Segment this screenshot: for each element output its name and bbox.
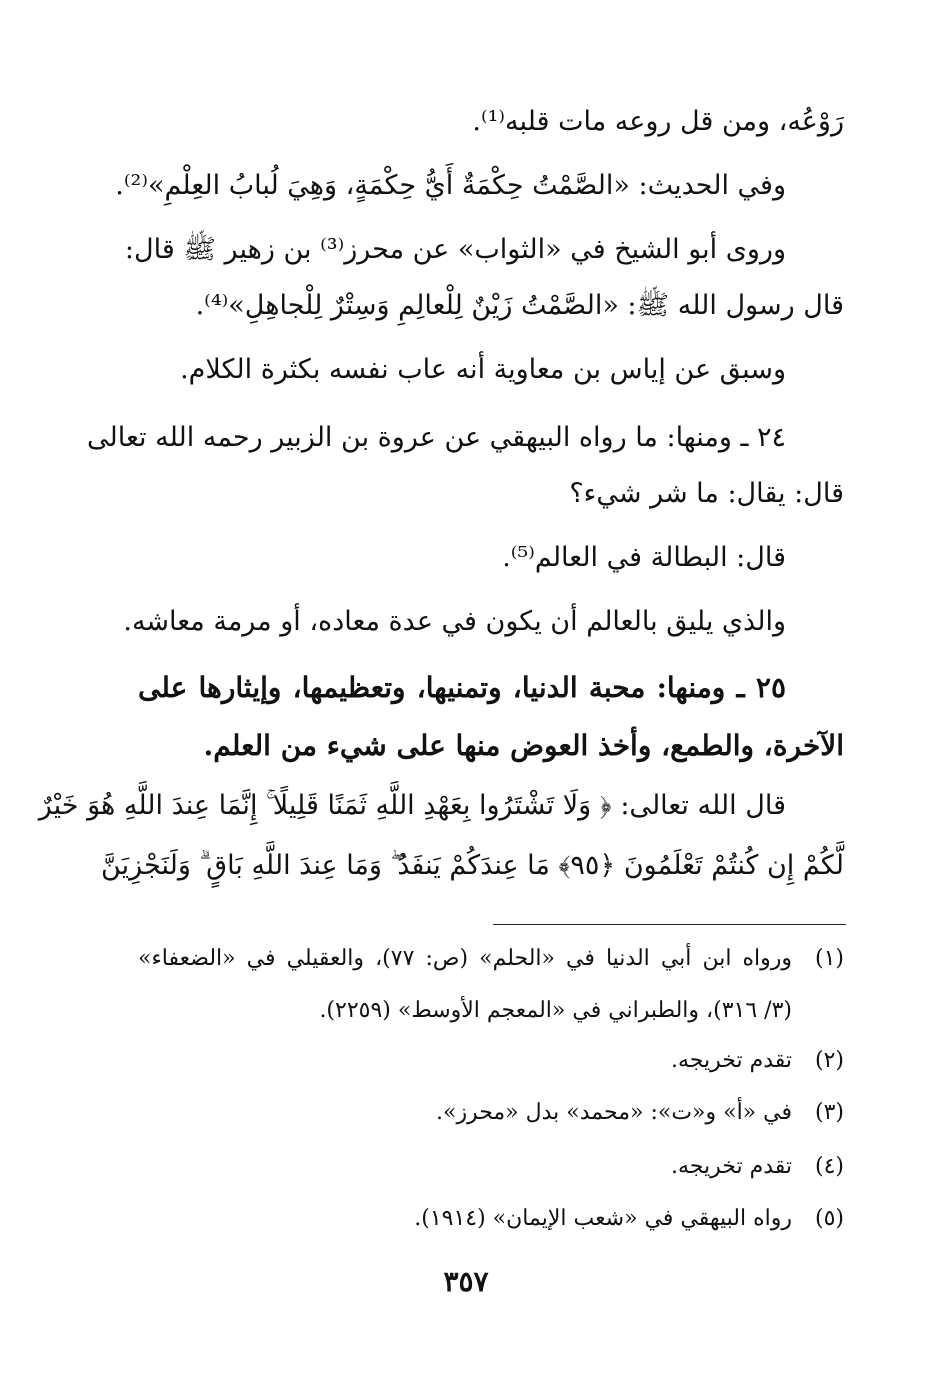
footnote-text: تقدم تخريجه. (671, 1048, 792, 1073)
footnote-number: (٤) (814, 1154, 844, 1179)
footnote-text: رواه البيهقي في «شعب الإيمان» (١٩١٤). (414, 1206, 792, 1231)
section-25-line-2: الآخرة، والطمع، وأخذ العوض منها على شيء من العلم. (203, 729, 844, 762)
quran-verse-line-2: لَّكُمْ إِن كُنتُمْ تَعْلَمُونَ ﴿٩٥﴾ مَا عِندَكُمْ يَنفَدُ ۖ وَمَا عِندَ اللَّهِ بَاقٍ ۗ وَلَنَجْزِيَنَّ (101, 850, 844, 881)
body-line-1: رَوْعُه، ومن قل روعه مات قلبه⁽¹⁾. (472, 106, 844, 137)
body-line-3: وروى أبو الشيخ في «الثواب» عن محرز⁽³⁾ بن زهير ﷺ قال: (124, 234, 786, 265)
body-line-4: قال رسول الله ﷺ: «الصَّمْتُ زَيْنٌ لِلْعالِمِ وَسِتْرٌ لِلْجاهِلِ»⁽⁴⁾. (195, 290, 844, 321)
footnote-divider (493, 924, 846, 925)
footnote-text: (٣/ ٣١٦)، والطبراني في «المعجم الأوسط» (٢٢٥٩). (319, 998, 792, 1023)
footnote-text: ورواه ابن أبي الدنيا في «الحلم» (ص: ٧٧)، والعقيلي في «الضعفاء» (138, 946, 793, 971)
body-line-7: قال: يقال: ما شر شيء؟ (569, 478, 844, 509)
body-line-2: وفي الحديث: «الصَّمْتُ حِكْمَةٌ أَيُّ حِكْمَةٍ، وَهِيَ لُبابُ العِلْمِ»⁽²⁾. (115, 170, 786, 201)
body-line-6: ٢٤ ـ ومنها: ما رواه البيهقي عن عروة بن الزبير رحمه الله تعالى (87, 422, 786, 453)
footnote-number: (٢) (814, 1048, 844, 1073)
section-25-line-1: ٢٥ ـ ومنها: محبة الدنيا، وتمنيها، وتعظيمها، وإيثارها على (138, 671, 786, 704)
footnote-text: في «أ» و«ت»: «محمد» بدل «محرز». (435, 1100, 792, 1125)
page-number: ٣٥٧ (443, 1265, 489, 1298)
body-line-9: والذي يليق بالعالم أن يكون في عدة معاده، أو مرمة معاشه. (123, 606, 786, 637)
footnote-number: (٥) (814, 1206, 844, 1231)
footnote-number: (١) (814, 946, 844, 971)
quran-verse-line-1: قال الله تعالى: ﴿ وَلَا تَشْتَرُوا بِعَهْدِ اللَّهِ ثَمَنًا قَلِيلًا ۚ إِنَّمَا عِندَ اللَّهِ هُوَ خَيْرٌ (38, 790, 786, 821)
body-line-8: قال: البطالة في العالم⁽⁵⁾. (502, 542, 786, 573)
footnote-text: تقدم تخريجه. (671, 1154, 792, 1179)
footnote-number: (٣) (814, 1100, 844, 1125)
body-line-5: وسبق عن إياس بن معاوية أنه عاب نفسه بكثرة الكلام. (180, 354, 786, 385)
